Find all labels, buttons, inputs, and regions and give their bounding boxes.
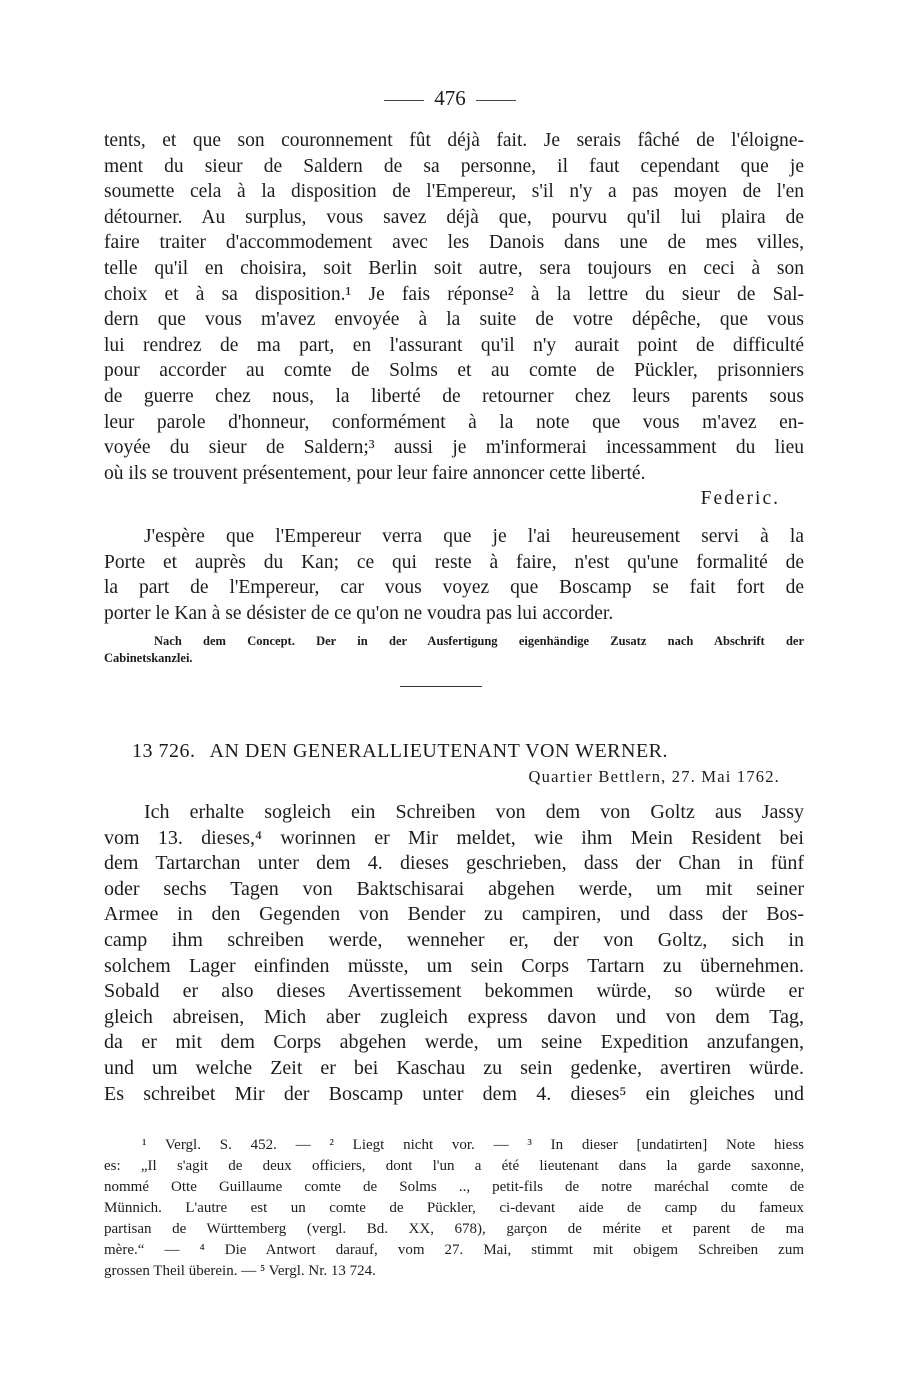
text-line: choix et à sa disposition.¹ Je fais réponse² à la lettre du sieur de Sal- [104,283,804,305]
text-line: Porte et auprès du Kan; ce qui reste à faire, n'est qu'une formalité de [104,551,804,573]
text-line: telle qu'il en choisira, soit Berlin soit autre, sera toujours en ceci à son [104,257,804,279]
page-number-dash-left [384,100,424,101]
text-line: lui rendrez de ma part, en l'assurant qu'il n'y aurait point de difficulté [104,334,804,356]
footnote-line: ¹ Vergl. S. 452. — ² Liegt nicht vor. — ³ In dieser [undatirten] Note hiess [142,1137,804,1153]
text-line: de guerre chez nous, la liberté de retourner chez leurs parents sous [104,385,804,407]
footnote-line: grossen Theil überein. — ⁵ Vergl. Nr. 13 724. [104,1263,376,1279]
postscript [104,524,804,626]
page-number [0,86,900,111]
text-line: pour accorder au comte de Solms et au comte de Pückler, prisonniers [104,360,804,382]
text-line: camp ihm schreiben werde, wenneher er, der von Goltz, sich in [104,928,804,951]
text-line: dern que vous m'avez envoyée à la suite de votre dépêche, que vous [104,309,804,331]
letter-dateline: Quartier Bettlern, 27. Mai 1762. [528,767,780,786]
text-line: dem Tartarchan unter dem 4. dieses geschrieben, dass der Chan in fünf [104,852,804,875]
text-line: soumette cela à la disposition de l'Empereur, s'il n'y a pas moyen de l'en [104,181,804,203]
letter-title: AN DEN GENERALLIEUTENANT VON WERNER. [209,740,669,762]
text-line: détourner. Au surplus, vous savez déjà que, pourvu qu'il lui plaira de [104,206,804,228]
text-line: Armee in den Gegenden von Bender zu campiren, und dass der Bos- [104,903,804,926]
text-line: Sobald er also dieses Avertissement bekommen würde, so würde er [104,980,804,1003]
footnote-line: mère.“ — ⁴ Die Antwort darauf, vom 27. Mai, stimmt mit obigem Schreiben zum [104,1242,804,1258]
text-line: tents, et que son couronnement fût déjà fait. Je serais fâché de l'éloigne- [104,130,804,151]
text-line: da er mit dem Corps abgehen werde, um seine Expedition anzufangen, [104,1031,804,1054]
text-line: Ich erhalte sogleich ein Schreiben von dem von Goltz aus Jassy [144,801,804,823]
text-line: und um welche Zeit er bei Kaschau zu sein gedenke, avertiren würde. [104,1056,804,1079]
footnote-line: Münnich. L'autre est un comte de Pückler, ci-devant aide de camp du fameux [104,1200,804,1216]
footnote-line: partisan de Württemberg (vergl. Bd. XX, 678), garçon de mérite et parent de ma [104,1221,804,1237]
text-line: ment du sieur de Saldern de sa personne, il faut cependant que je [104,155,804,177]
letter-heading [132,740,668,763]
page-number-dash-right [476,100,516,101]
letter-body [104,800,804,1107]
footnote-line: es: „Il s'agit de deux officiers, dont l'un a été lieutenant dans la garde saxonne, [104,1158,804,1174]
signature: Federic. [700,488,780,509]
text-line: leur parole d'honneur, conformément à la note que vous m'avez en- [104,411,804,433]
text-line: porter le Kan à se désister de ce qu'on ne voudra pas lui accorder. [104,602,614,624]
text-line: où ils se trouvent présentement, pour leur faire annoncer cette liberté. [104,462,646,484]
footnote-line: nommé Otte Guillaume comte de Solms .., petit-fils de notre maréchal comte de [104,1179,804,1195]
text-line: faire traiter d'accommodement avec les Danois dans une de mes villes, [104,232,804,254]
letter-number: 13 726. [132,740,196,762]
text-line: Es schreibet Mir der Boscamp unter dem 4. dieses⁵ ein gleiches und [104,1082,804,1105]
text-line: gleich abreisen, Mich aber zugleich express davon und von dem Tag, [104,1005,804,1028]
text-line: Nach dem Concept. Der in der Ausfertigung eigenhändige Zusatz nach Abschrift der [154,634,804,648]
text-line: J'espère que l'Empereur verra que je l'ai heureusement servi à la [144,526,804,547]
text-line: solchem Lager einfinden müsste, um sein Corps Tartarn zu übernehmen. [104,954,804,977]
source-note [104,633,804,667]
section-divider [400,686,482,687]
text-line: oder sechs Tagen von Baktschisarai abgehen werde, um mit seiner [104,877,804,900]
text-line: la part de l'Empereur, car vous voyez que Boscamp se fait fort de [104,577,804,599]
text-line: voyée du sieur de Saldern;³ aussi je m'informerai incessamment du lieu [104,437,804,459]
footnotes [104,1135,804,1282]
page-number-text: 476 [434,86,466,110]
text-line: Cabinetskanzlei. [104,651,193,665]
text-line: vom 13. dieses,⁴ worinnen er Mir meldet, wie ihm Mein Resident bei [104,826,804,849]
letter-continuation [104,128,804,486]
